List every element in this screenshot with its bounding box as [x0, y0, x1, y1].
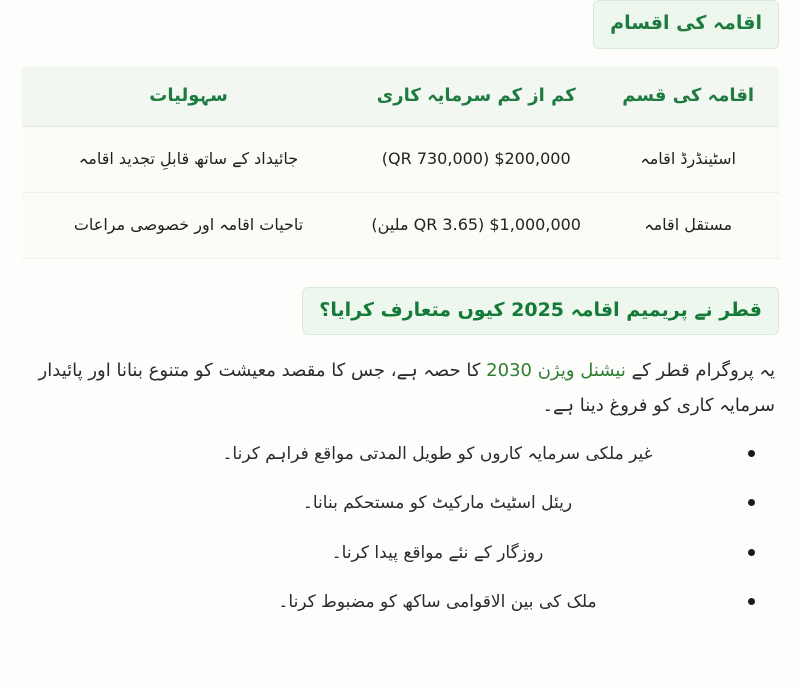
national-vision-link[interactable]: نیشنل ویژن 2030 — [486, 360, 626, 381]
list-item — [22, 441, 733, 468]
bullet-dot-icon — [748, 499, 755, 506]
bullet-dot-icon — [748, 549, 755, 556]
cell-investment: $1,000,000 (QR 3.65 ملین) — [355, 192, 597, 258]
table-row — [22, 126, 779, 192]
table-header-row — [22, 67, 779, 127]
residency-types-table — [22, 67, 779, 259]
list-item — [22, 540, 733, 567]
column-header-investment: کم از کم سرمایہ کاری — [355, 67, 597, 127]
column-header-benefit: سہولیات — [22, 67, 355, 127]
cell-type: اسٹینڈرڈ اقامہ — [597, 126, 779, 192]
bullet-dot-icon — [748, 450, 755, 457]
table-body — [22, 126, 779, 258]
list-item — [22, 589, 733, 616]
cell-type: مستقل اقامہ — [597, 192, 779, 258]
list-item — [22, 490, 733, 517]
list-item-label: غیر ملکی سرمایہ کاروں کو طویل المدتی مواقع فراہم کرنا۔ — [222, 444, 653, 465]
why-premium-heading: قطر نے پریمیم اقامہ 2025 کیوں متعارف کرایا؟ — [302, 287, 779, 336]
table-row — [22, 192, 779, 258]
paragraph-text-after: کا حصہ ہے، جس کا مقصد معیشت کو متنوع بنانا اور پائیدار سرمایہ کاری کو فروغ دینا ہے۔ — [38, 360, 775, 417]
cell-investment: $200,000 (QR 730,000) — [355, 126, 597, 192]
residency-types-table-block — [22, 67, 779, 259]
bullet-dot-icon — [748, 598, 755, 605]
cell-benefit: جائیداد کے ساتھ قابلِ تجدید اقامہ — [22, 126, 355, 192]
residency-types-heading: اقامہ کی اقسام — [593, 0, 779, 49]
why-premium-heading-wrap — [22, 287, 779, 336]
table-head — [22, 67, 779, 127]
column-header-type: اقامہ کی قسم — [597, 67, 779, 127]
list-item-label: ملک کی بین الاقوامی ساکھ کو مضبوط کرنا۔ — [278, 591, 597, 612]
list-item-label: ریئل اسٹیٹ مارکیٹ کو مستحکم بنانا۔ — [302, 493, 573, 514]
paragraph-text-before: یہ پروگرام قطر کے — [625, 360, 775, 381]
residency-types-heading-wrap — [22, 0, 779, 49]
objectives-list — [22, 441, 779, 616]
list-item-label: روزگار کے نئے مواقع پیدا کرنا۔ — [331, 542, 544, 563]
intro-paragraph — [22, 353, 779, 423]
cell-benefit: تاحیات اقامہ اور خصوصی مراعات — [22, 192, 355, 258]
